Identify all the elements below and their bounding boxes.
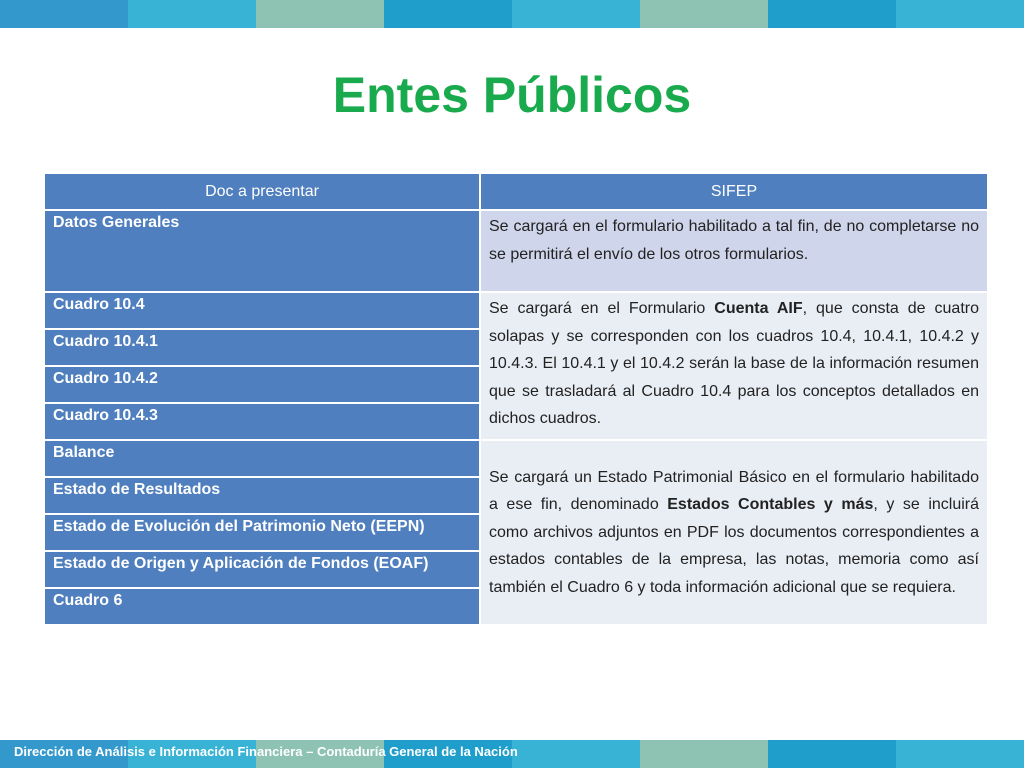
header-doc: Doc a presentar [44,173,480,210]
doc-cell: Cuadro 10.4.3 [44,403,480,440]
top-stripe [0,0,1024,28]
docs-table [44,173,988,625]
doc-cell: Estado de Resultados [44,477,480,514]
sifep-text: , y se incluirá como archivos adjuntos en PDF los documentos correspondientes a estados contables de la empresa, las notas, memoria como así también el Cuadro 6 y toda información adicional que se requiera. [489,496,980,596]
sifep-text: Se cargará un Estado Patrimonial Básico en el formulario habilitado a ese fin, denominado [489,468,979,514]
sifep-cell: Se cargará en el formulario habilitado a tal fin, de no completarse no se permitirá el envío de los otros formularios. [480,210,988,292]
doc-cell: Balance [44,440,480,477]
table-row [44,440,988,477]
table-row [44,210,988,292]
page-title: Entes Públicos [332,67,692,123]
header-sifep: SIFEP [480,173,988,210]
sifep-cell [480,440,988,625]
doc-cell: Estado de Origen y Aplicación de Fondos (EOAF) [44,551,480,588]
doc-cell: Cuadro 10.4.2 [44,366,480,403]
sifep-text: Se cargará en el Formulario [489,300,715,317]
doc-cell: Cuadro 10.4.1 [44,329,480,366]
table-row [44,292,988,329]
doc-cell: Cuadro 6 [44,588,480,625]
table-header-row [44,173,988,210]
doc-cell: Cuadro 10.4 [44,292,480,329]
footer-text: Dirección de Análisis e Información Financiera – Contaduría General de la Nación [14,744,518,759]
doc-cell: Datos Generales [44,210,480,292]
sifep-bold: Estados Contables y más [667,496,874,514]
sifep-text: , que consta de cuatro solapas y se corresponden con los cuadros 10.4, 10.4.1, 10.4.2 y 10.4.3. El 10.4.1 y el 10.4.2 serán la base de la información resumen que se trasladará al Cuadro 10.4 para los conceptos detallados en dichos cuadros. [489,300,979,427]
sifep-bold: Cuenta AIF [714,300,803,317]
sifep-cell [480,292,988,440]
doc-cell: Estado de Evolución del Patrimonio Neto (EEPN) [44,514,480,551]
